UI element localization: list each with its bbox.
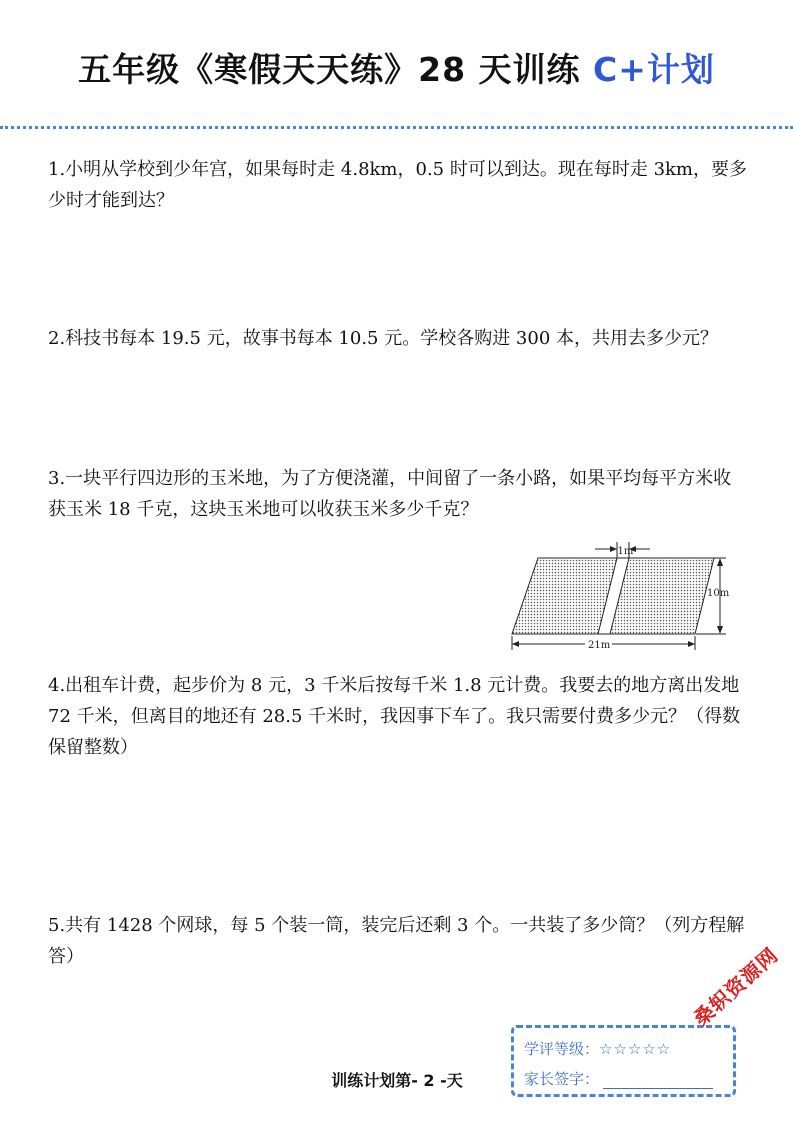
signature-label: 家长签字：: [524, 1070, 600, 1088]
field-left-part: [512, 558, 617, 634]
road-width-arrowhead-left: [610, 546, 617, 552]
grade-label: 学评等级：: [524, 1040, 600, 1058]
parallelogram-figure: [500, 538, 740, 656]
evaluation-box: [511, 1025, 736, 1097]
grade-row: [524, 1038, 671, 1059]
rating-stars[interactable]: ☆☆☆☆☆: [599, 1040, 672, 1058]
title-accent: C+计划: [593, 50, 715, 89]
dotted-divider: [0, 126, 793, 129]
question-3: 3.一块平行四边形的玉米地，为了方便浇灌，中间留了一条小路，如果平均每平方米收获玉米 18 千克，这块玉米地可以收获玉米多少千克？: [48, 468, 732, 520]
question-5: 5.共有 1428 个网球，每 5 个装一筒，装完后还剩 3 个。一共装了多少筒？（列方程解答）: [48, 915, 745, 967]
title-main: 五年级《寒假天天练》28 天训练: [78, 50, 594, 89]
watermark: 桑轵资源网: [688, 942, 783, 1031]
question-4: 4.出租车计费，起步价为 8 元，3 千米后按每千米 1.8 元计费。我要去的地方离出发地 72 千米，但离目的地还有 28.5 千米时，我因事下车了。我只需要付费多少元？（得数保留整数）: [48, 675, 741, 758]
height-arrowhead-top: [717, 558, 723, 566]
height-label: 10m: [707, 588, 730, 599]
question-2: 2.科技书每本 19.5 元，故事书每本 10.5 元。学校各购进 300 本，共用去多少元？: [48, 328, 719, 349]
height-arrowhead-bottom: [717, 626, 723, 634]
page-footer: 训练计划第- 2 -天: [331, 1071, 463, 1090]
signature-row: [524, 1068, 713, 1089]
road-width-label: 1m: [617, 546, 634, 557]
page-title: [0, 44, 793, 91]
parallelogram-diagram: [500, 538, 740, 656]
field-right-part: [610, 558, 714, 634]
base-arrowhead-right: [688, 641, 695, 647]
signature-line[interactable]: [603, 1072, 713, 1089]
question-1: 1.小明从学校到少年宫，如果每时走 4.8km，0.5 时可以到达。现在每时走 3km，要多少时才能到达？: [48, 159, 747, 211]
base-label: 21m: [588, 640, 611, 651]
base-arrowhead-left: [512, 641, 519, 647]
